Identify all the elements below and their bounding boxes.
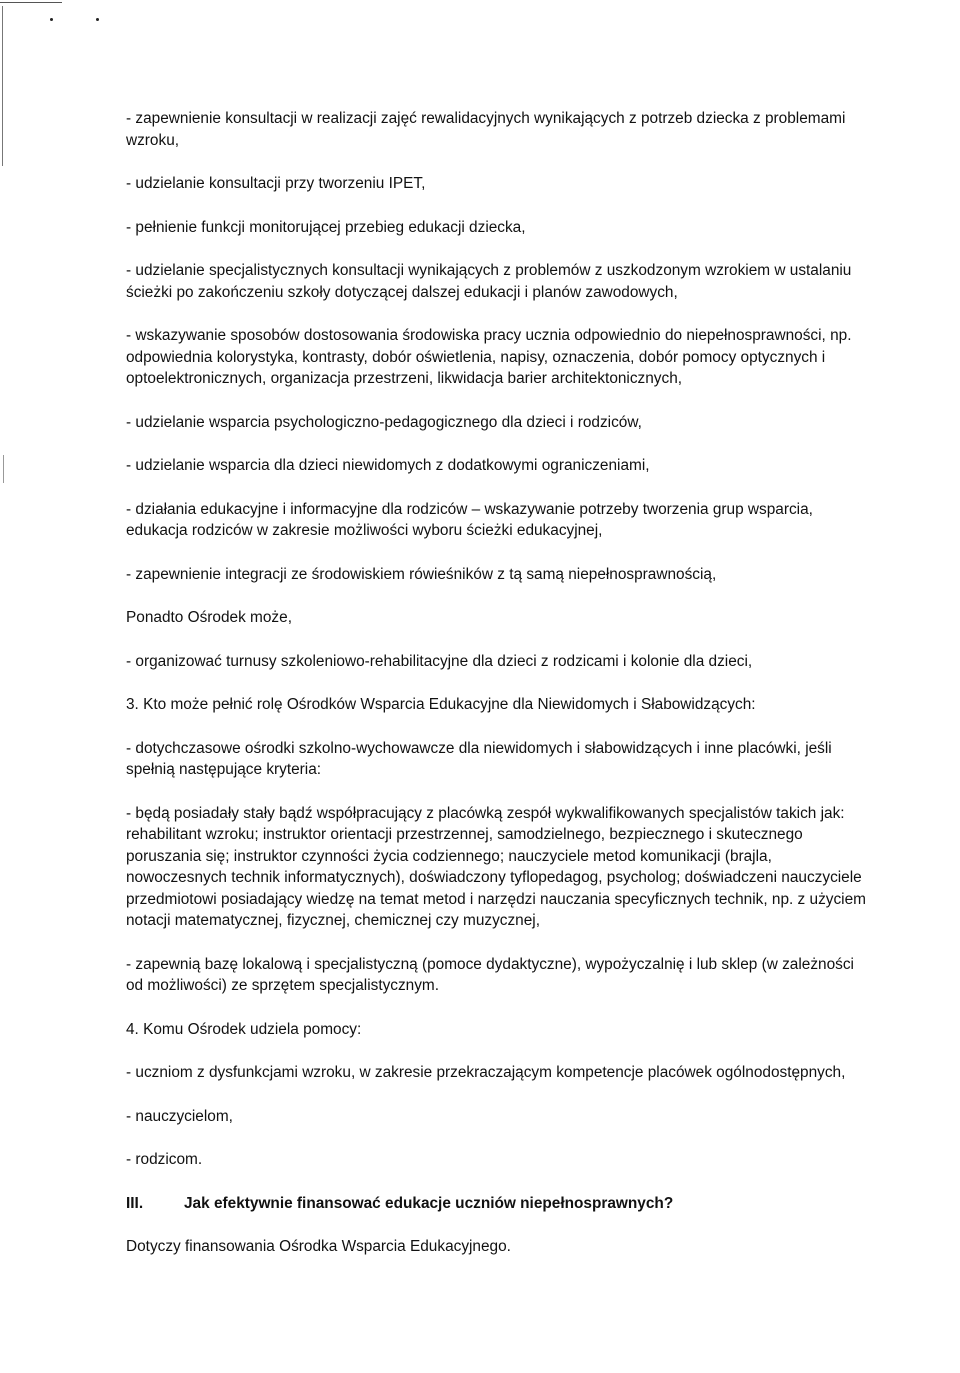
scan-left-edge <box>2 6 3 166</box>
paragraph: - zapewnienie konsultacji w realizacji zajęć rewalidacyjnych wynikających z potrzeb dziecka z problemami wzroku, <box>126 110 846 149</box>
scan-speck <box>96 18 99 21</box>
paragraph: - zapewnienie integracji ze środowiskiem rówieśników z tą samą niepełnosprawnością, <box>126 565 717 583</box>
paragraph: - udzielanie wsparcia dla dzieci niewidomych z dodatkowymi ograniczeniami, <box>126 457 650 474</box>
paragraph: - działania edukacyjne i informacyjne dla rodziców – wskazywanie potrzeby tworzenia grup wsparcia, edukacja rodziców w zakresie możliwości wyboru ścieżki edukacyjnej, <box>126 500 813 539</box>
paragraph: - udzielanie wsparcia psychologiczno-pedagogicznego dla dzieci i rodziców, <box>126 413 642 431</box>
section-title: Jak efektywnie finansować edukacje uczniów niepełnosprawnych? <box>184 1194 674 1212</box>
paragraph: - organizować turnusy szkoleniowo-rehabilitacyjne dla dzieci z rodzicami i kolonie dla dzieci, <box>126 652 753 670</box>
paragraph: - uczniom z dysfunkcjami wzroku, w zakresie przekraczającym kompetencje placówek ogólnodostępnych, <box>126 1064 846 1081</box>
scan-speck <box>50 18 53 21</box>
document-body <box>126 108 866 1280</box>
paragraph: - dotychczasowe ośrodki szkolno-wychowawcze dla niewidomych i słabowidzących i inne placówki, jeśli spełnią następujące kryteria: <box>126 739 832 778</box>
paragraph: - pełnienie funkcji monitorującej przebieg edukacji dziecka, <box>126 218 526 236</box>
paragraph: 3. Kto może pełnić rolę Ośrodków Wsparcia Edukacyjne dla Niewidomych i Słabowidzących: <box>126 696 756 713</box>
scan-border-line <box>0 2 62 3</box>
paragraph: - wskazywanie sposobów dostosowania środowiska pracy ucznia odpowiednio do niepełnosprawności, np. odpowiednia kolorystyka, kontrasty, dobór oświetlenia, napisy, oznaczenia, dobór pomocy optycznych i optoelektronicznych, organizacja przestrzeni, likwidacja barier architektonicznych, <box>126 327 852 387</box>
scan-margin-mark <box>3 455 4 483</box>
paragraph: - będą posiadały stały bądź współpracujący z placówką zespół wykwalifikowanych specjalistów takich jak: rehabilitant wzroku; instruktor orientacji przestrzennej, samodzielnego, bezpiecznego i skutecznego poruszania się; instruktor czynności życia codziennego; nauczyciele metod komunikacji (brajla, nowoczesnych technik informatycznych), doświadczony tyflopedagog, psycholog; doświadczeni nauczyciele przedmiotowi posiadający wiedzę na temat metod i narzędzi nauczania specyficznych technik, np. z użyciem notacji matematycznej, fizycznej, chemicznej czy muzycznej, <box>126 804 866 929</box>
paragraph: - rodzicom. <box>126 1151 203 1168</box>
paragraph: - nauczycielom, <box>126 1107 233 1125</box>
section-number: III. <box>126 1194 144 1212</box>
paragraph: Ponadto Ośrodek może, <box>126 609 292 626</box>
paragraph: - zapewnią bazę lokalową i specjalistyczną (pomoce dydaktyczne), wypożyczalnię i lub sklep (w zależności od możliwości) ze sprzętem specjalistycznym. <box>126 955 854 994</box>
closing-paragraph: Dotyczy finansowania Ośrodka Wsparcia Edukacyjnego. <box>126 1238 511 1255</box>
paragraph: - udzielanie specjalistycznych konsultacji wynikających z problemów z uszkodzonym wzrokiem w ustalaniu ścieżki po zakończeniu szkoły dotyczącej dalszej edukacji i planów zawodowych, <box>126 262 852 301</box>
section-heading <box>126 1193 866 1215</box>
paragraph: 4. Komu Ośrodek udziela pomocy: <box>126 1020 362 1038</box>
paragraph: - udzielanie konsultacji przy tworzeniu IPET, <box>126 175 426 192</box>
